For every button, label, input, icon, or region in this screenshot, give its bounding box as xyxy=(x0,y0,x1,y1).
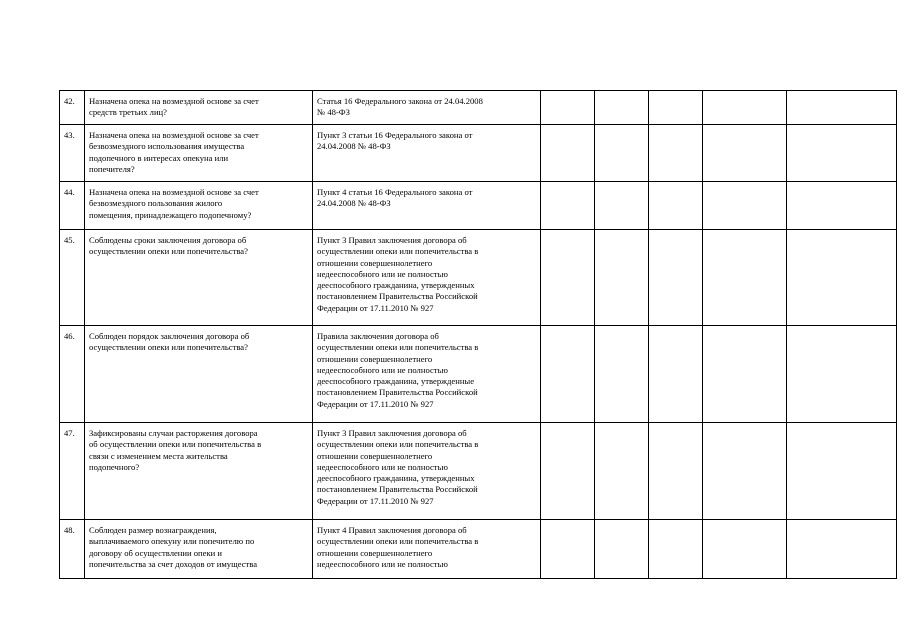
legal-reference-cell xyxy=(313,91,541,125)
question-cell xyxy=(85,230,313,326)
row-number: 42. xyxy=(60,91,85,125)
answer-yes-cell[interactable] xyxy=(541,520,595,579)
answer-na-cell[interactable] xyxy=(649,125,703,182)
row-number: 48. xyxy=(60,520,85,579)
legal-reference-text: Пункт 3 статьи 16 Федерального закона от 24.04.2008 № 48-ФЗ xyxy=(317,130,473,152)
table-row xyxy=(60,326,897,423)
legal-reference-cell xyxy=(313,182,541,230)
question-text: Назначена опека на возмездной основе за счет безвозмездного использования имущества подопечного в интересах опекуна или попечителя? xyxy=(89,130,259,174)
note-cell[interactable] xyxy=(787,230,897,326)
legal-reference-text: Пункт 4 Правил заключения договора об осуществлении опеки или попечительства в отношении совершеннолетнего недееспособного или не полностью xyxy=(317,525,479,569)
answer-extra-cell[interactable] xyxy=(703,230,787,326)
row-number: 46. xyxy=(60,326,85,423)
legal-reference-cell xyxy=(313,230,541,326)
row-number: 43. xyxy=(60,125,85,182)
legal-reference-text: Пункт 4 статьи 16 Федерального закона от 24.04.2008 № 48-ФЗ xyxy=(317,187,473,209)
checklist-table xyxy=(59,90,897,579)
legal-reference-text: Пункт 3 Правил заключения договора об осуществлении опеки или попечительства в отношении совершеннолетнего недееспособного или не полностью дееспособного гражданина, утвержденных постановлением Правительства Российской Федерации от 17.11.2010 № 927 xyxy=(317,428,479,506)
answer-yes-cell[interactable] xyxy=(541,182,595,230)
question-cell xyxy=(85,125,313,182)
legal-reference-text: Правила заключения договора об осуществлении опеки или попечительства в отношении совершеннолетнего недееспособного или не полностью дееспособного гражданина, утвержденные постановлением Правительства Российской Федерации от 17.11.2010 № 927 xyxy=(317,331,479,409)
question-cell xyxy=(85,182,313,230)
answer-no-cell[interactable] xyxy=(595,125,649,182)
question-text: Назначена опека на возмездной основе за счет средств третьих лиц? xyxy=(89,96,259,118)
answer-extra-cell[interactable] xyxy=(703,520,787,579)
answer-na-cell[interactable] xyxy=(649,326,703,423)
answer-yes-cell[interactable] xyxy=(541,326,595,423)
table-row xyxy=(60,423,897,520)
question-cell xyxy=(85,423,313,520)
answer-no-cell[interactable] xyxy=(595,230,649,326)
table-row xyxy=(60,230,897,326)
answer-yes-cell[interactable] xyxy=(541,91,595,125)
answer-na-cell[interactable] xyxy=(649,91,703,125)
answer-no-cell[interactable] xyxy=(595,91,649,125)
answer-na-cell[interactable] xyxy=(649,423,703,520)
legal-reference-cell xyxy=(313,326,541,423)
question-text: Назначена опека на возмездной основе за счет безвозмездного пользования жилого помещения, принадлежащего подопечному? xyxy=(89,187,259,220)
question-cell xyxy=(85,520,313,579)
answer-extra-cell[interactable] xyxy=(703,125,787,182)
table-row xyxy=(60,182,897,230)
legal-reference-cell xyxy=(313,423,541,520)
answer-no-cell[interactable] xyxy=(595,182,649,230)
note-cell[interactable] xyxy=(787,182,897,230)
answer-yes-cell[interactable] xyxy=(541,125,595,182)
question-cell xyxy=(85,91,313,125)
answer-no-cell[interactable] xyxy=(595,326,649,423)
answer-na-cell[interactable] xyxy=(649,182,703,230)
question-text: Соблюден порядок заключения договора об осуществлении опеки или попечительства? xyxy=(89,331,250,353)
legal-reference-cell xyxy=(313,520,541,579)
question-text: Соблюден размер вознаграждения, выплачиваемого опекуну или попечителю по договору об осуществлении опеки и попечительства за счет доходов от имущества xyxy=(89,525,258,569)
answer-no-cell[interactable] xyxy=(595,423,649,520)
answer-extra-cell[interactable] xyxy=(703,423,787,520)
answer-na-cell[interactable] xyxy=(649,230,703,326)
row-number: 44. xyxy=(60,182,85,230)
answer-na-cell[interactable] xyxy=(649,520,703,579)
note-cell[interactable] xyxy=(787,326,897,423)
row-number: 47. xyxy=(60,423,85,520)
question-cell xyxy=(85,326,313,423)
answer-no-cell[interactable] xyxy=(595,520,649,579)
table-row xyxy=(60,125,897,182)
question-text: Зафиксированы случаи расторжения договора об осуществлении опеки или попечительства в связи с изменением места жительства подопечного? xyxy=(89,428,262,472)
answer-yes-cell[interactable] xyxy=(541,230,595,326)
legal-reference-text: Статья 16 Федерального закона от 24.04.2008 № 48-ФЗ xyxy=(317,96,483,118)
table-row xyxy=(60,91,897,125)
answer-extra-cell[interactable] xyxy=(703,182,787,230)
answer-extra-cell[interactable] xyxy=(703,326,787,423)
question-text: Соблюдены сроки заключения договора об осуществлении опеки или попечительства? xyxy=(89,235,248,257)
note-cell[interactable] xyxy=(787,125,897,182)
row-number: 45. xyxy=(60,230,85,326)
legal-reference-cell xyxy=(313,125,541,182)
table-row xyxy=(60,520,897,579)
note-cell[interactable] xyxy=(787,91,897,125)
answer-extra-cell[interactable] xyxy=(703,91,787,125)
answer-yes-cell[interactable] xyxy=(541,423,595,520)
note-cell[interactable] xyxy=(787,520,897,579)
note-cell[interactable] xyxy=(787,423,897,520)
legal-reference-text: Пункт 3 Правил заключения договора об осуществлении опеки или попечительства в отношении совершеннолетнего недееспособного или не полностью дееспособного гражданина, утвержденных постановлением Правительства Российской Федерации от 17.11.2010 № 927 xyxy=(317,235,479,313)
